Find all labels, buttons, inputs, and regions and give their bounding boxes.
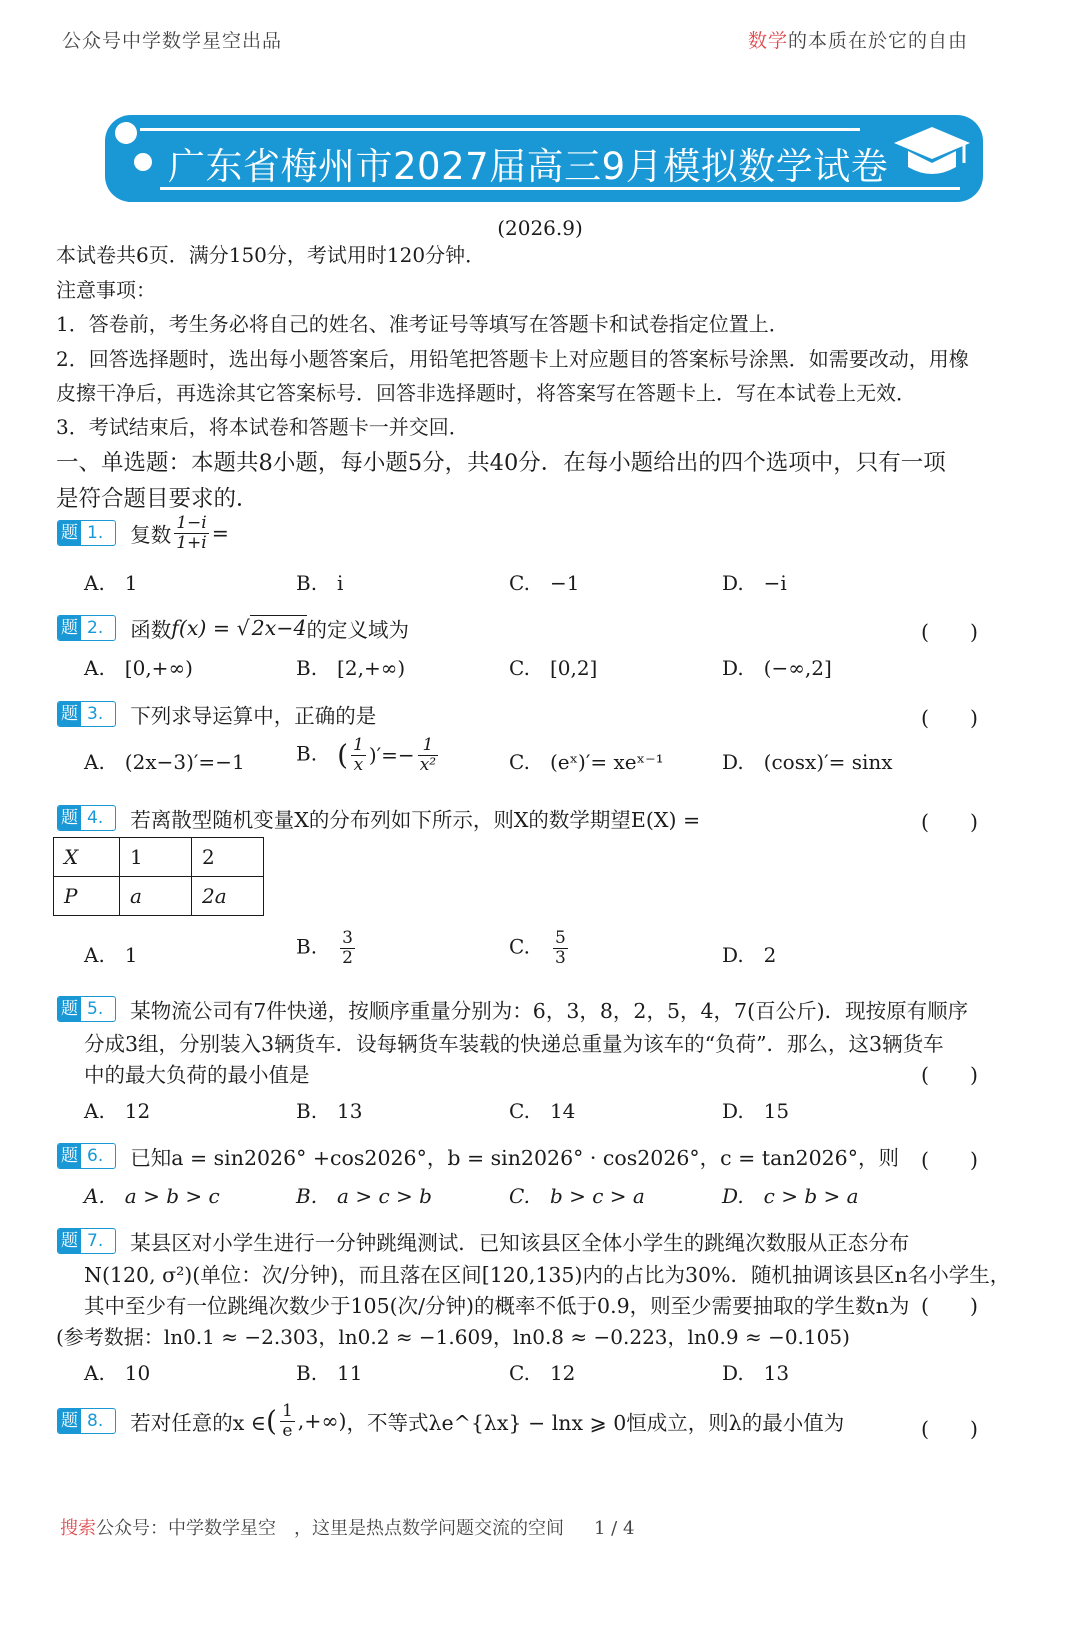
frac-den: 3: [554, 947, 566, 968]
q6-answer-paren: ( ): [921, 1148, 978, 1172]
tag-label: 题: [58, 1144, 81, 1168]
q8-fraction: [280, 1402, 295, 1440]
table-row: [54, 877, 264, 916]
frac-den: x: [353, 754, 364, 775]
tag-label: 题: [58, 1229, 81, 1253]
q1-choice-a: A. 1: [84, 571, 138, 595]
table-cell: 1: [120, 838, 192, 877]
question-8: [57, 1402, 844, 1440]
q7-reference-data: (参考数据：ln0.1 ≈ −2.303，ln0.2 ≈ −1.609，ln0.8 ≈ −0.223，ln0.9 ≈ −0.105): [56, 1325, 850, 1349]
header-right: [748, 26, 968, 53]
q4-answer-paren: ( ): [921, 810, 978, 834]
q2-choice-d: D. (−∞,2]: [722, 656, 832, 680]
q7-stem-line3: 其中至少有一位跳绳次数少于105(次/分钟)的概率不低于0.9，则至少需要抽取的学生数n为: [84, 1294, 910, 1318]
section-heading-2: 是符合题目要求的．: [56, 486, 259, 512]
q5-stem-line3: 中的最大负荷的最小值是: [84, 1063, 310, 1087]
q1-equals: =: [211, 521, 229, 546]
question-number: 6.: [87, 1146, 104, 1166]
q2-radicand: 2x−4: [251, 616, 307, 640]
q7-choice-a: A. 10: [84, 1361, 151, 1385]
question-number: 2.: [87, 618, 104, 638]
q5-choice-d: D. 15: [722, 1099, 790, 1123]
q5-choice-c: C. 14: [509, 1099, 576, 1123]
q1-fraction-numerator: 1−i: [176, 513, 207, 533]
question-tag: [57, 805, 116, 831]
q3-b-label: B.: [296, 741, 338, 766]
q8-rparen: ,+∞): [297, 1409, 347, 1434]
q8-lparen: (: [266, 1404, 277, 1438]
q7-stem-line2: N(120, σ²)(单位：次/分钟)，而且落在区间[120,135)内的占比为30%．随机抽调该县区n名小学生，: [84, 1263, 1011, 1287]
question-tag: [57, 996, 116, 1022]
tag-label: 题: [58, 1409, 81, 1433]
tag-label: 题: [58, 806, 81, 830]
frac-den: e: [282, 1420, 293, 1441]
q5-choice-a: A. 12: [84, 1099, 151, 1123]
footer-search-label: 搜索: [60, 1518, 96, 1539]
q1-fraction-denominator: 1+i: [176, 532, 207, 553]
table-cell: 2a: [192, 877, 264, 916]
frac-num: 1: [353, 735, 364, 755]
question-tag: [57, 615, 116, 641]
question-4: [57, 803, 700, 833]
tag-label: 题: [58, 702, 81, 726]
question-number: 3.: [87, 704, 104, 724]
notice-item-2a: 2．回答选择题时，选出每小题答案后，用铅笔把答题卡上对应题目的答案标号涂黑．如需要改动，用橡: [56, 347, 969, 371]
tag-label: 题: [58, 521, 81, 545]
banner-dot-top: [115, 122, 137, 144]
table-cell: 2: [192, 838, 264, 877]
q4-stem: 若离散型随机变量X的分布列如下所示，则X的数学期望E(X) =: [130, 808, 701, 832]
table-row: [54, 838, 264, 877]
question-2: [57, 613, 409, 643]
q3-b-frac-right: [418, 736, 438, 774]
question-number: 4.: [87, 808, 104, 828]
question-number: 8.: [87, 1411, 104, 1432]
q7-choice-d: D. 13: [722, 1361, 790, 1385]
q4-b-label: B.: [296, 934, 338, 959]
page-title: 广东省梅州市2027届高三9月模拟数学试卷: [168, 145, 889, 188]
q2-stem-prefix: 函数: [130, 618, 172, 642]
q2-choice-b: B. [2,+∞): [296, 656, 406, 680]
notice-item-1: 1．答卷前，考生务必将自己的姓名、准考证号等填写在答题卡和试卷指定位置上．: [56, 312, 789, 336]
q3-choice-b: [296, 736, 441, 774]
q4-c-label: C.: [509, 934, 550, 959]
page-number: 1 / 4: [594, 1518, 635, 1539]
q1-choice-c: C. −1: [509, 571, 580, 595]
table-cell: a: [120, 877, 192, 916]
q2-sqrt-sign: √: [236, 616, 250, 640]
q1-fraction: [174, 514, 209, 552]
q4-distribution-table: [53, 837, 264, 916]
q7-choice-c: C. 12: [509, 1361, 576, 1385]
question-tag: [57, 1228, 116, 1254]
q3-b-lparen: (: [337, 738, 348, 772]
q8-answer-paren: ( ): [921, 1417, 978, 1441]
q4-choice-b: [296, 929, 358, 967]
question-1: [57, 514, 229, 552]
question-number: 7.: [87, 1231, 104, 1251]
question-tag: [57, 520, 116, 546]
q6-choice-c: C. b > c > a: [509, 1184, 645, 1208]
header-accent: 数学: [747, 30, 788, 52]
q1-stem: 复数: [130, 523, 172, 548]
q7-choice-b: B. 11: [296, 1361, 363, 1385]
q5-stem-line2: 分成3组，分别装入3辆货车．设每辆货车装载的快递总重量为该车的“负荷”．那么，这3辆货车: [84, 1032, 944, 1056]
question-number: 5.: [87, 999, 104, 1019]
question-tag: [57, 1408, 116, 1434]
q4-choice-a: A. 1: [84, 943, 138, 967]
footer-text: 公众号：中学数学星空 ，这里是热点数学问题交流的空间: [96, 1518, 564, 1539]
table-cell: X: [54, 838, 120, 877]
q1-choice-b: B. i: [296, 571, 344, 595]
question-5: [57, 994, 968, 1024]
q3-choice-c: C. (eˣ)′= xeˣ⁻¹: [509, 750, 664, 774]
question-number: 1.: [87, 523, 104, 544]
exam-date: (2026.9): [497, 216, 583, 240]
q6-choice-b: B. a > c > b: [296, 1184, 432, 1208]
q1-choice-d: D. −i: [722, 571, 787, 595]
question-6: [57, 1141, 899, 1171]
page-footer: [60, 1514, 634, 1540]
question-tag: [57, 701, 116, 727]
q5-choice-b: B. 13: [296, 1099, 363, 1123]
q7-stem-line1: 某县区对小学生进行一分钟跳绳测试．已知该县区全体小学生的跳绳次数服从正态分布: [130, 1231, 910, 1255]
q4-choice-c: [509, 929, 571, 967]
q3-answer-paren: ( ): [921, 706, 978, 730]
q3-choice-a: A. (2x−3)′=−1: [84, 750, 245, 774]
q6-choice-d: D. c > b > a: [722, 1184, 859, 1208]
banner-dot-mid: [134, 153, 152, 171]
header-left: 公众号中学数学星空出品: [62, 30, 283, 52]
q2-choice-c: C. [0,2]: [509, 656, 598, 680]
q3-b-frac-left: [351, 736, 366, 774]
q2-stem-suffix: 的定义域为: [306, 618, 409, 642]
notice-item-3: 3．考试结束后，将本试卷和答题卡一并交回．: [56, 415, 469, 439]
tag-label: 题: [58, 997, 81, 1021]
question-3: [57, 699, 376, 729]
q4-c-fraction: [553, 929, 568, 967]
graduation-cap-icon: [892, 123, 972, 183]
header-motto: 的本质在於它的自由: [787, 30, 968, 52]
q8-stem-prefix: 若对任意的x ∈: [130, 1411, 266, 1436]
q5-stem-line1: 某物流公司有7件快递，按顺序重量分别为：6，3，8，2，5，4，7(百公斤)．现按原有顺序: [130, 999, 969, 1023]
frac-num: 1: [281, 1401, 293, 1421]
exam-intro: 本试卷共6页．满分150分，考试用时120分钟．: [56, 243, 486, 267]
q8-stem-suffix: ，不等式λe^{λx} − lnx ⩾ 0恒成立，则λ的最小值为: [346, 1411, 845, 1436]
q6-choice-a: A. a > b > c: [84, 1184, 220, 1208]
q3-choice-d: D. (cosx)′= sinx: [722, 750, 893, 774]
notice-item-2b: 皮擦干净后，再选涂其它答案标号．回答非选择题时，将答案写在答题卡上．写在本试卷上无效．: [56, 381, 916, 405]
q2-answer-paren: ( ): [921, 620, 978, 644]
question-7: [57, 1226, 909, 1256]
q2-choice-a: A. [0,+∞): [84, 656, 193, 680]
q4-choice-d: D. 2: [722, 943, 777, 967]
frac-num: 1: [418, 736, 438, 756]
table-cell: P: [54, 877, 120, 916]
q7-answer-paren: ( ): [921, 1294, 978, 1318]
frac-den: x²: [419, 754, 437, 775]
frac-num: 5: [554, 928, 566, 948]
frac-den: 2: [342, 947, 353, 968]
banner-line-top: [140, 128, 860, 131]
q3-stem: 下列求导运算中，正确的是: [130, 704, 377, 728]
q2-function: f(x) =: [171, 616, 237, 640]
notice-heading: 注意事项：: [56, 278, 156, 302]
q5-answer-paren: ( ): [921, 1063, 978, 1087]
q4-b-fraction: [340, 929, 355, 967]
tag-label: 题: [58, 616, 81, 640]
frac-num: 3: [342, 928, 353, 948]
q6-stem: 已知a = sin2026° +cos2026°，b = sin2026° · cos2026°，c = tan2026°，则: [130, 1146, 899, 1170]
section-heading-1: 一、单选题：本题共8小题，每小题5分，共40分．在每小题给出的四个选项中，只有一项: [56, 450, 946, 476]
question-tag: [57, 1143, 116, 1169]
q3-b-rparen: )′=−: [368, 743, 415, 768]
